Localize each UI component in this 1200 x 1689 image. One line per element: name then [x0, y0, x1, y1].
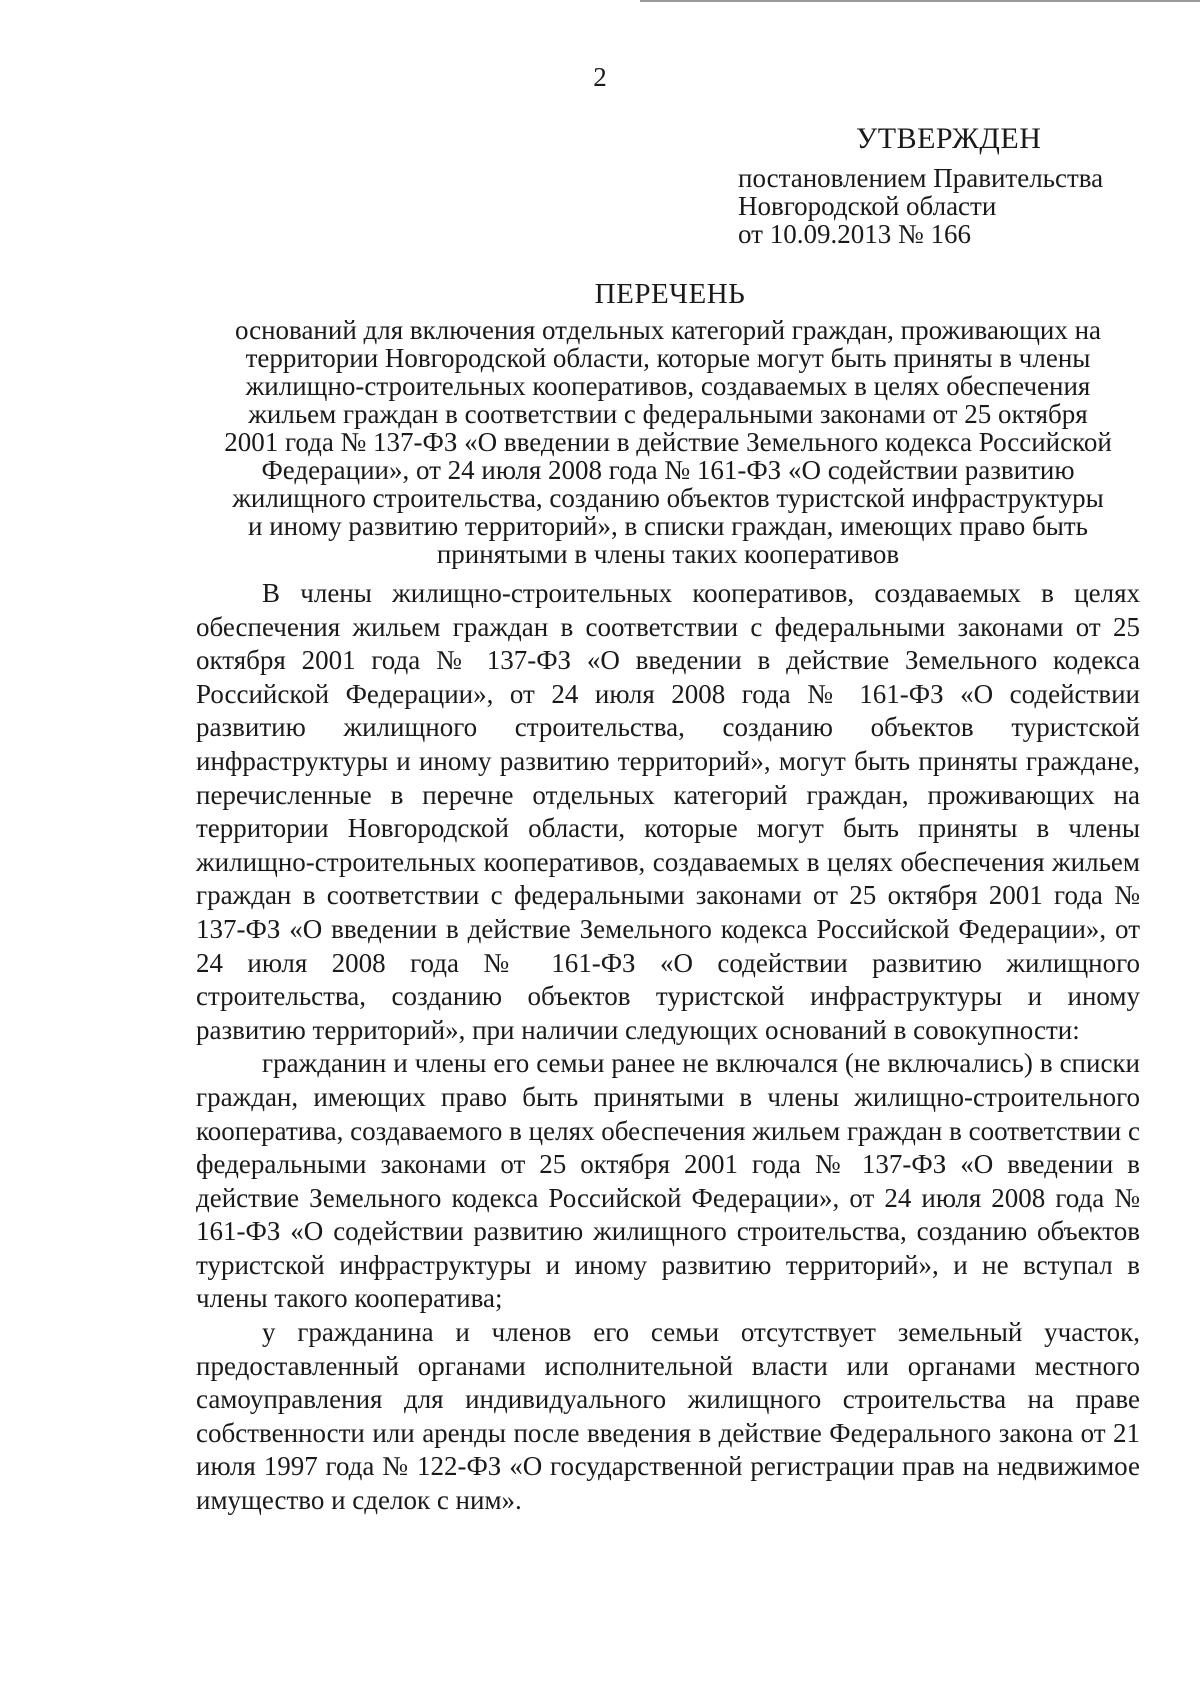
subtitle-line: территории Новгородской области, которые могут быть приняты в члены — [245, 343, 1091, 373]
body-paragraph-condition-2: у гражданина и членов его семьи отсутствует земельный участок, предоставленный органами исполнительной власти или органами местного самоуправления для индивидуального жилищного строительства на праве собственности или аренды после введения в действие Федерального закона от 21 июля 1997 года № 122-ФЗ «О государственной регистрации прав на недвижимое имущество и сделок с ним». — [196, 1317, 1140, 1516]
subtitle-line: жилищно-строительных кооперативов, создаваемых в целях обеспечения — [245, 371, 1091, 401]
subtitle-line: принятыми в члены таких кооперативов — [436, 539, 900, 569]
subtitle-line: жильем граждан в соответствии с федеральными законами от 25 октября — [248, 399, 1088, 429]
approval-line: Новгородской области — [738, 191, 997, 221]
approval-line: постановлением Правительства — [738, 163, 1104, 193]
approval-line: от 10.09.2013 № 166 — [738, 219, 971, 249]
subtitle-line: жилищного строительства, созданию объектов туристской инфраструктуры — [232, 483, 1104, 513]
subtitle-line: Федерации», от 24 июля 2008 года № 161-ФЗ «О содействии развитию — [261, 455, 1075, 485]
body-paragraph-condition-1: гражданин и члены его семьи ранее не включался (не включались) в списки граждан, имеющих право быть принятыми в члены жилищно-строительного кооператива, создаваемого в целях обеспечения жильем граждан в соответствии с федеральными законами от 25 октября 2001 года № 137-ФЗ «О введении в действие Земельного кодекса Российской Федерации», от 24 июля 2008 года № 161-ФЗ «О содействии развитию жилищного строительства, созданию объектов туристской инфраструктуры и иному развитию территорий», и не вступал в члены такого кооператива; — [196, 1048, 1140, 1314]
document-title: ПЕРЕЧЕНЬ — [594, 278, 746, 310]
approval-details — [738, 164, 1103, 248]
page-number: 2 — [593, 62, 607, 92]
subtitle-line: и иному развитию территорий», в списки граждан, имеющих право быть — [248, 511, 1088, 541]
document-subtitle — [196, 316, 1140, 568]
subtitle-line: 2001 года № 137-ФЗ «О введении в действие Земельного кодекса Российской — [224, 427, 1112, 457]
approval-heading: УТВЕРЖДЕН — [856, 122, 1042, 155]
document-body — [196, 577, 1140, 1518]
scan-edge-line — [640, 0, 1200, 2]
body-paragraph-intro: В члены жилищно-строительных кооперативов, создаваемых в целях обеспечения жильем граждан в соответствии с федеральными законами от 25 октября 2001 года № 137-ФЗ «О введении в действие Земельного кодекса Российской Федерации», от 24 июля 2008 года № 161-ФЗ «О содействии развитию жилищного строительства, созданию объектов туристской инфраструктуры и иному развитию территорий», могут быть приняты граждане, перечисленные в перечне отдельных категорий граждан, проживающих на территории Новгородской области, которые могут быть приняты в члены жилищно-строительных кооперативов, создаваемых в целях обеспечения жильем граждан в соответствии с федеральными законами от 25 октября 2001 года № 137-ФЗ «О введении в действие Земельного кодекса Российской Федерации», от 24 июля 2008 года № 161-ФЗ «О содействии развитию жилищного строительства, созданию объектов туристской инфраструктуры и иному развитию территорий», при наличии следующих оснований в совокупности: — [196, 578, 1140, 1045]
subtitle-line: оснований для включения отдельных категорий граждан, проживающих на — [234, 315, 1102, 345]
